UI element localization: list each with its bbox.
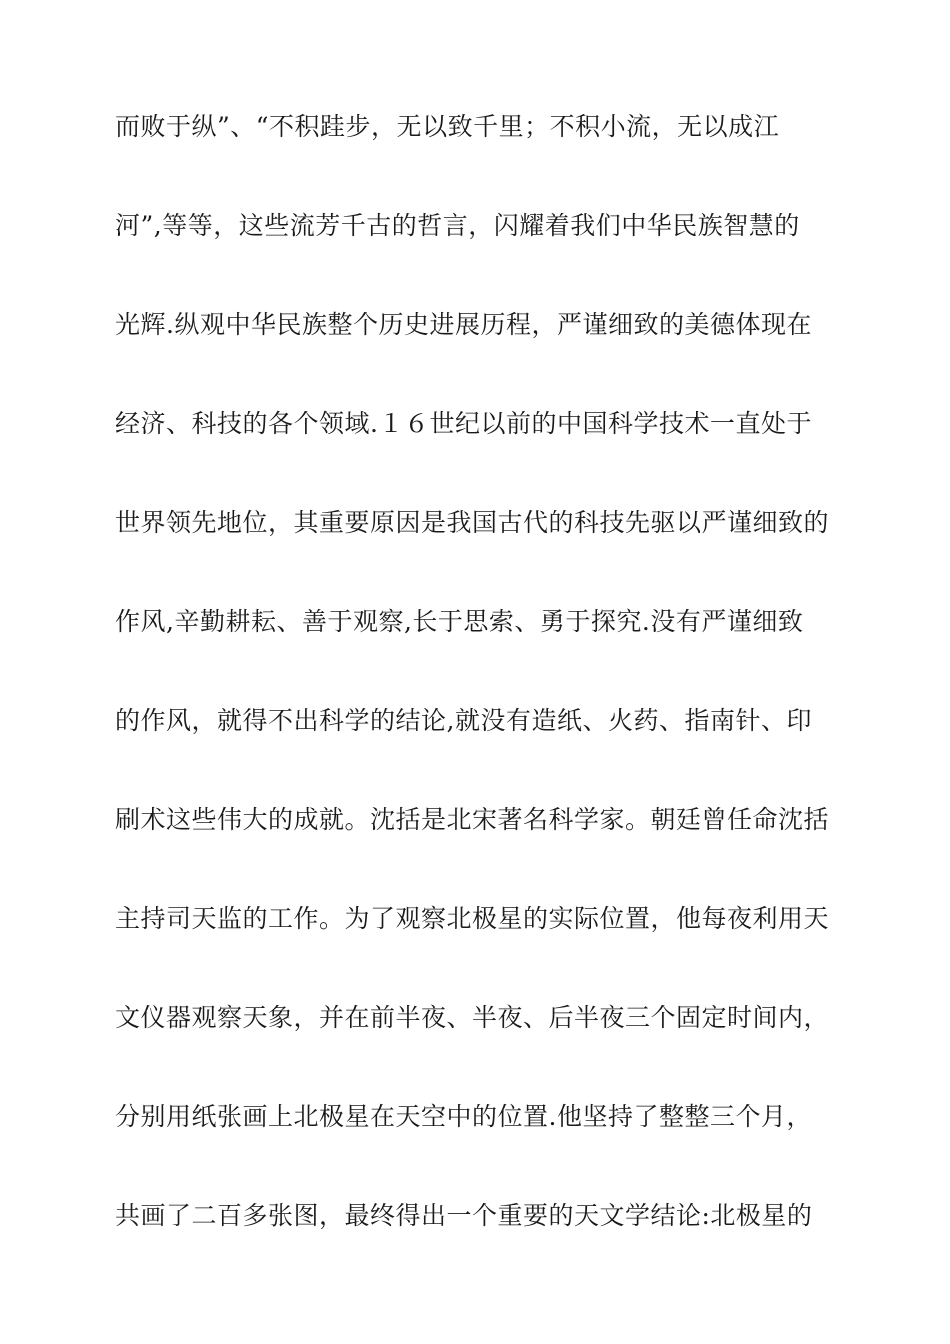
text-line: 世界领先地位，其重要原因是我国古代的科技先驱以严谨细致的 xyxy=(115,508,830,537)
text-line: 而败于纵”、“不积跬步，无以致千里；不积小流，无以成江 xyxy=(115,112,780,141)
text-line: 光辉.纵观中华民族整个历史进展历程，严谨细致的美德体现在 xyxy=(115,310,812,339)
body-text xyxy=(115,108,835,1296)
text-line: 主持司天监的工作。为了观察北极星的实际位置，他每夜利用天 xyxy=(115,904,830,933)
text-line: 分别用纸张画上北极星在天空中的位置.他坚持了整整三个月， xyxy=(115,1102,812,1131)
text-line: 的作风，就得不出科学的结论,就没有造纸、火药、指南针、印 xyxy=(115,706,812,735)
text-line: 刷术这些伟大的成就。沈括是北宋著名科学家。朝廷曾任命沈括 xyxy=(115,805,830,834)
text-line: 共画了二百多张图，最终得出一个重要的天文学结论:北极星的 xyxy=(115,1201,813,1230)
text-line: 作风,辛勤耕耘、善于观察,长于思索、勇于探究.没有严谨细致 xyxy=(115,607,804,636)
text-line: 经济、科技的各个领域.１６世纪以前的中国科学技术一直处于 xyxy=(115,409,812,438)
text-line: 河”,等等，这些流芳千古的哲言，闪耀着我们中华民族智慧的 xyxy=(115,211,800,240)
text-line: 文仪器观察天象，并在前半夜、半夜、后半夜三个固定时间内， xyxy=(115,1003,830,1032)
